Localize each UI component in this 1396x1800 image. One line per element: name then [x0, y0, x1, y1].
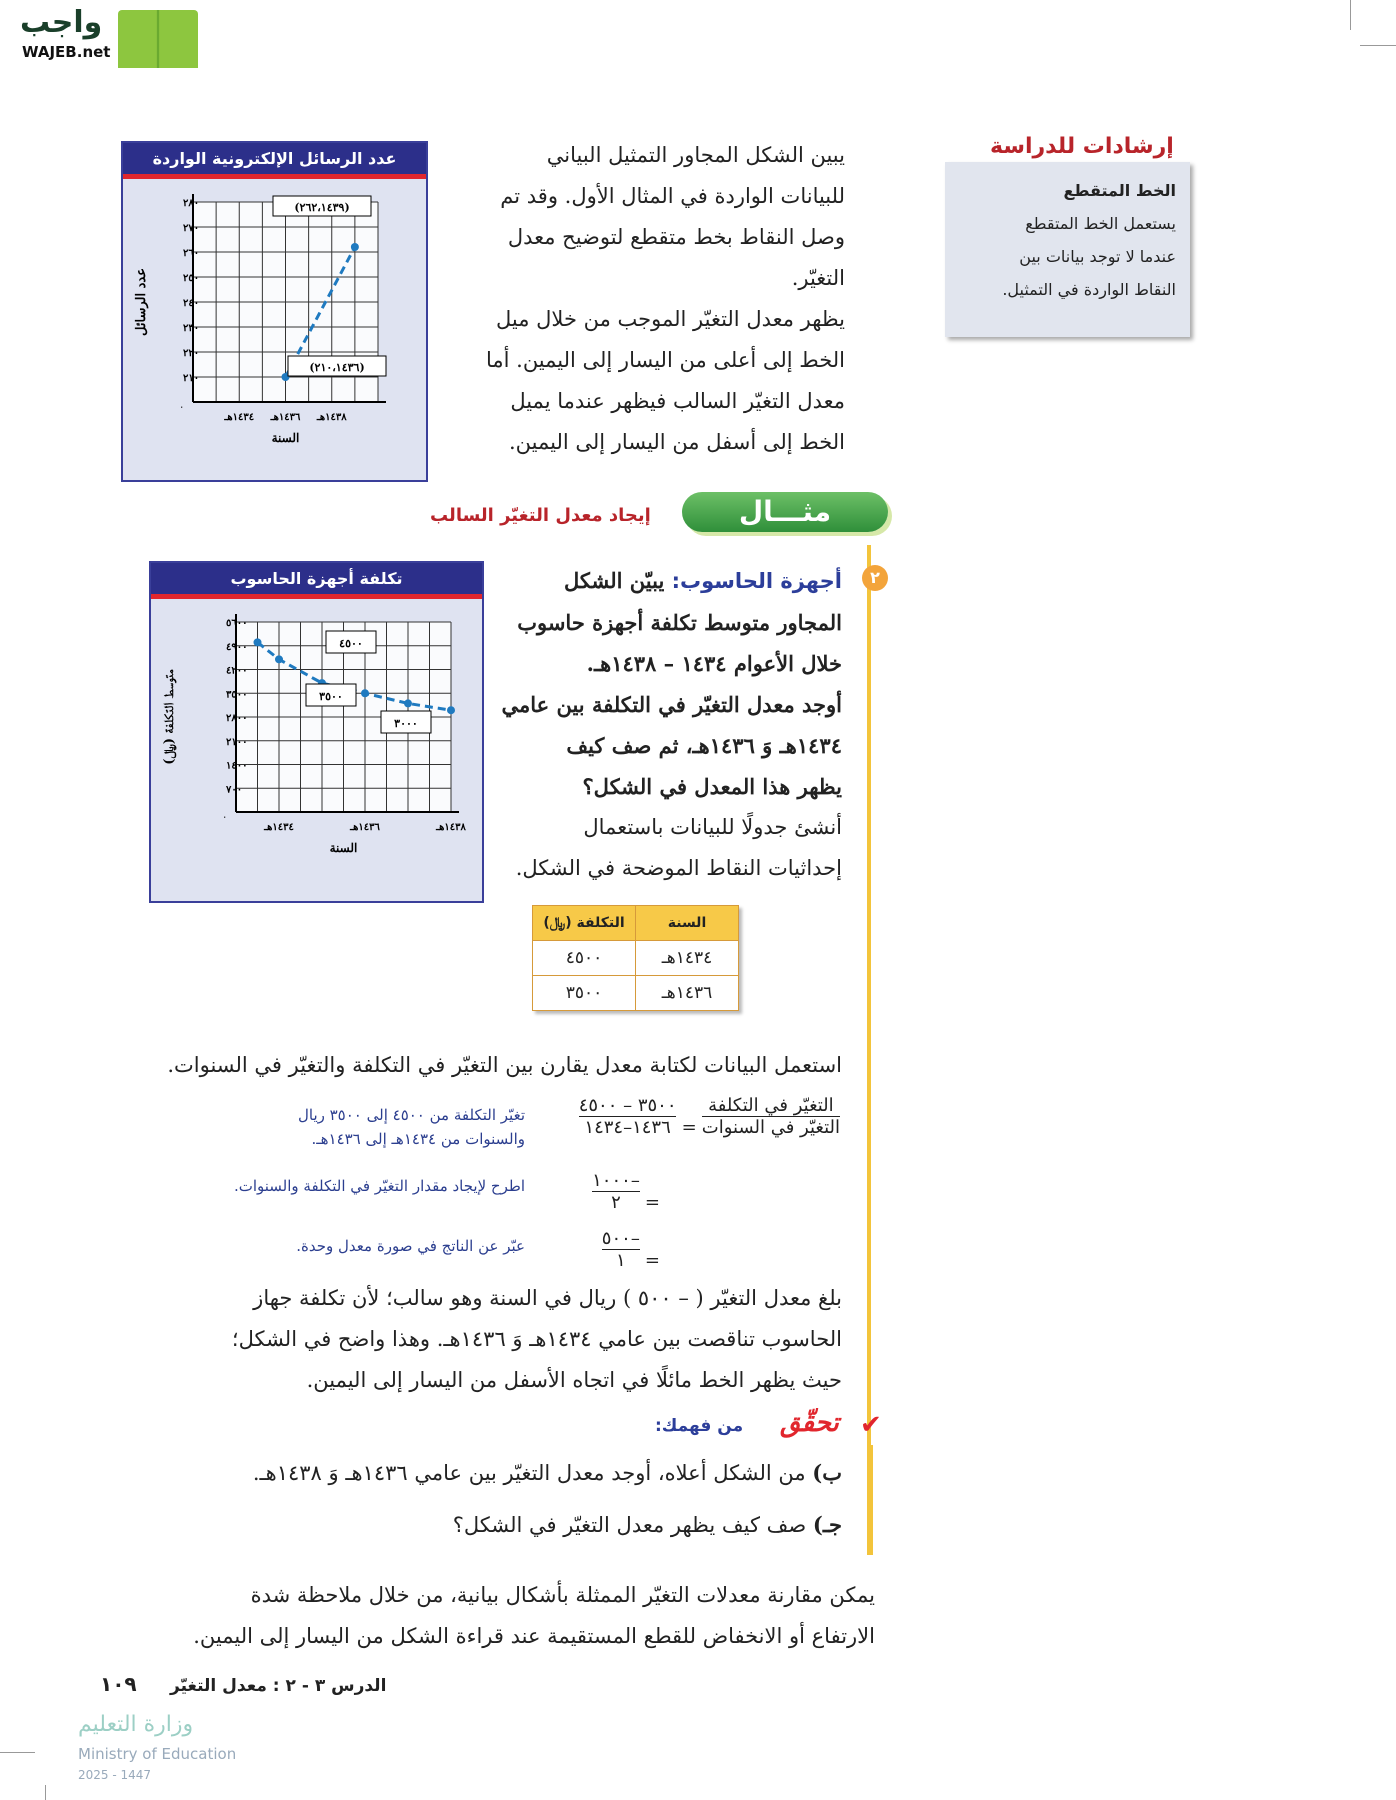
text-line: يظهر معدل التغيّر الموجب من خلال ميل	[496, 307, 845, 331]
example-rule	[867, 545, 871, 1555]
check-item	[130, 1504, 842, 1546]
calculation-steps	[200, 1095, 840, 1271]
table-cell: ١٤٣٤هـ	[636, 941, 739, 976]
example-problem	[487, 560, 842, 807]
y-zero-label: ٠	[179, 402, 185, 413]
frac-numerator: –١٠٠٠	[592, 1170, 640, 1191]
frac-denominator: ١٤٣٦–١٤٣٤	[584, 1117, 671, 1138]
point-callout-label: (٢٦٢،١٤٣٩)	[294, 201, 350, 214]
y-tick-label: ٢٧٠	[183, 223, 200, 234]
text-line: أوجد معدل التغيّر في التكلفة بين عامي	[501, 692, 842, 717]
text-line: يمكن مقارنة معدلات التغيّر الممثلة بأشكال بيانية، من خلال ملاحظة شدة	[250, 1583, 875, 1607]
note-line: والسنوات من ١٤٣٤هـ إلى ١٤٣٦هـ.	[311, 1130, 525, 1148]
y-tick-label: ٢١٠٠	[226, 736, 248, 748]
text-line: وصل النقاط بخط متقطع لتوضيح معدل	[507, 225, 845, 249]
intro-paragraph	[440, 135, 845, 463]
data-point	[254, 638, 262, 646]
logo-latin: WAJEB.net	[22, 43, 111, 61]
step-row	[579, 1095, 840, 1138]
check-title: تحقّق	[780, 1408, 839, 1438]
y-tick-label: ٢١٠	[183, 373, 200, 384]
crop-mark	[45, 1785, 46, 1800]
value-callout-label: ٣٥٠٠	[319, 690, 343, 703]
closing-paragraph	[120, 1575, 875, 1657]
example-label: مثـــال	[682, 492, 888, 532]
text-line: يظهر هذا المعدل في الشكل؟	[582, 774, 842, 799]
data-table	[532, 905, 739, 1011]
table-row	[533, 976, 739, 1011]
step-note: عبّر عن الناتج في صورة معدل وحدة.	[296, 1237, 525, 1255]
text-line: للبيانات الواردة في المثال الأول. وقد تم	[500, 184, 845, 208]
text-line: الخط إلى أعلى من اليسار إلى اليمين. أما	[485, 348, 845, 372]
example-title: أجهزة الحاسوب:	[671, 569, 842, 593]
data-point	[447, 706, 455, 714]
tips-line: يستعمل الخط المتقطع	[1025, 214, 1176, 233]
conclusion-paragraph	[130, 1278, 842, 1401]
ministry-english: Ministry of Education	[78, 1745, 237, 1763]
y-tick-label: ١٤٠٠	[226, 760, 248, 772]
step-note: اطرح لإيجاد مقدار التغيّر في التكلفة والسنوات.	[233, 1177, 525, 1195]
frac-denominator: التغيّر في السنوات	[701, 1117, 840, 1138]
tips-line: عندما لا توجد بيانات بين	[1019, 247, 1176, 266]
tips-line: النقاط الواردة في التمثيل.	[1002, 280, 1176, 299]
check-subtitle: من فهمك:	[655, 1416, 744, 1436]
computer-cost-chart-plot	[151, 600, 482, 900]
wajeb-logo	[10, 5, 190, 65]
lesson-footer: الدرس ٣ - ٢ : معدل التغيّر	[170, 1676, 387, 1696]
text-line: إحداثيات النقاط الموضحة في الشكل.	[515, 856, 842, 880]
crop-mark	[0, 1752, 35, 1753]
item-text: من الشكل أعلاه، أوجد معدل التغيّر بين عامي ١٤٣٦هـ وَ ١٤٣٨هـ.	[252, 1461, 806, 1485]
y-tick-label: ٥٦٠٠	[226, 618, 248, 629]
y-tick-label: ٣٥٠٠	[226, 689, 248, 701]
text-line: الحاسوب تناقصت بين عامي ١٤٣٤هـ وَ ١٤٣٦هـ. وهذا واضح في الشكل؛	[231, 1327, 842, 1351]
book-icon	[118, 10, 198, 68]
table-cell: ١٤٣٦هـ	[636, 976, 739, 1011]
note-line: تغيّر التكلفة من ٤٥٠٠ إلى ٣٥٠٠ ريال	[297, 1106, 525, 1124]
y-axis-label: عدد الرسائل	[134, 268, 149, 336]
logo-arabic: واجب	[20, 5, 103, 40]
y-tick-label: ٢٨٠	[183, 198, 200, 209]
table-header: التكلفة (﷼)	[533, 906, 636, 941]
data-point	[275, 655, 283, 663]
y-tick-label: ٢٥٠	[183, 273, 200, 284]
text-line: ١٤٣٤هـ وَ ١٤٣٦هـ، ثم صف كيف	[566, 733, 842, 758]
use-data-text: استعمل البيانات لكتابة معدل يقارن بين التغيّر في التكلفة والتغيّر في السنوات.	[167, 1053, 842, 1077]
check-mark-icon: ✔	[860, 1410, 882, 1440]
y-tick-label: ٤٢٠٠	[226, 665, 248, 677]
study-tips-box	[945, 162, 1190, 337]
y-tick-label: ٢٣٠	[183, 323, 200, 334]
x-axis-label: السنة	[329, 841, 358, 855]
text-line: يبيّن الشكل	[564, 568, 672, 593]
y-tick-label: ٤٩٠٠	[226, 641, 248, 653]
data-point	[361, 689, 369, 697]
step-note	[298, 1103, 525, 1151]
emails-chart-plot	[123, 180, 426, 480]
text-line: يبين الشكل المجاور التمثيل البياني	[546, 143, 845, 167]
x-tick-label: ١٤٣٨هـ	[316, 412, 347, 423]
equals-sign: =	[681, 1117, 697, 1138]
x-tick-label: ١٤٣٨هـ	[436, 822, 466, 833]
study-tips-title: إرشادات للدراسة	[990, 134, 1174, 159]
example-hint	[487, 807, 842, 889]
y-tick-label: ٧٠٠	[226, 784, 243, 796]
text-line: التغيّر.	[791, 266, 845, 290]
example-subtitle: إيجاد معدل التغيّر السالب	[430, 505, 651, 526]
chart-title: عدد الرسائل الإلكترونية الواردة	[123, 143, 426, 179]
crop-mark	[1360, 45, 1396, 46]
emails-chart	[121, 141, 428, 482]
check-item	[130, 1452, 842, 1494]
ministry-year: 2025 - 1447	[78, 1768, 152, 1782]
y-tick-label: ٢٢٠	[183, 348, 200, 359]
check-items	[130, 1452, 842, 1546]
text-line: معدل التغيّر السالب فيظهر عندما يميل	[510, 389, 845, 413]
text-line: الارتفاع أو الانخفاض للقطع المستقيمة عند قراءة الشكل من اليسار إلى اليمين.	[193, 1624, 875, 1648]
equals-sign: =	[644, 1192, 660, 1213]
y-tick-label: ٢٦٠	[183, 248, 200, 259]
equals-sign: =	[644, 1250, 660, 1271]
point-callout-label: (٢١٠،١٤٣٦)	[309, 361, 365, 374]
value-callout-label: ٤٥٠٠	[339, 637, 363, 650]
text-line: أنشئ جدولًا للبيانات باستعمال	[583, 815, 842, 839]
text-line: المجاور متوسط تكلفة أجهزة حاسوب	[517, 610, 842, 635]
x-tick-label: ١٤٣٤هـ	[264, 822, 294, 833]
example-number: ٢	[862, 565, 888, 591]
computer-cost-chart	[149, 561, 484, 903]
item-letter: ب)	[812, 1460, 842, 1485]
ministry-arabic: وزارة التعليم	[78, 1712, 194, 1737]
y-tick-label: ٢٨٠٠	[226, 713, 248, 724]
data-point	[351, 243, 359, 251]
text-line: الخط إلى أسفل من اليسار إلى اليمين.	[509, 430, 845, 454]
text-line: خلال الأعوام ١٤٣٤ – ١٤٣٨هـ.	[586, 651, 842, 676]
frac-denominator: ١	[615, 1250, 626, 1271]
x-axis-label: السنة	[271, 431, 300, 445]
text-line: بلغ معدل التغيّر ( – ٥٠٠ ) ريال في السنة وهو سالب؛ لأن تكلفة جهاز	[253, 1286, 842, 1310]
frac-numerator: ٣٥٠٠ – ٤٥٠٠	[578, 1095, 677, 1116]
page-number: ١٠٩	[100, 1672, 137, 1696]
chart-title: تكلفة أجهزة الحاسوب	[151, 563, 482, 599]
x-tick-label: ١٤٣٦هـ	[350, 822, 380, 833]
frac-denominator: ٢	[611, 1192, 621, 1213]
table-cell: ٤٥٠٠	[533, 941, 636, 976]
item-text: صف كيف يظهر معدل التغيّر في الشكل؟	[452, 1513, 807, 1537]
y-zero-label: ٠	[222, 812, 228, 823]
table-header: السنة	[636, 906, 739, 941]
y-axis-label: متوسط التكلفة (﷼)	[162, 669, 177, 765]
table-cell: ٣٥٠٠	[533, 976, 636, 1011]
x-tick-label: ١٤٣٦هـ	[270, 412, 301, 423]
step-row	[602, 1228, 660, 1271]
value-callout-label: ٣٠٠٠	[394, 717, 418, 730]
data-point	[404, 699, 412, 707]
frac-numerator: –٥٠٠	[601, 1228, 640, 1249]
step-row	[592, 1170, 660, 1213]
frac-numerator: التغيّر في التكلفة	[702, 1095, 840, 1117]
item-letter: جـ)	[812, 1512, 842, 1537]
check-rule	[870, 1445, 873, 1555]
table-row	[533, 941, 739, 976]
x-tick-label: ١٤٣٤هـ	[224, 412, 255, 423]
text-line: حيث يظهر الخط مائلًا في اتجاه الأسفل من اليسار إلى اليمين.	[306, 1368, 842, 1392]
y-tick-label: ٢٤٠	[183, 298, 200, 309]
tips-heading: الخط المتقطع	[1063, 181, 1176, 200]
crop-mark	[1350, 0, 1351, 30]
